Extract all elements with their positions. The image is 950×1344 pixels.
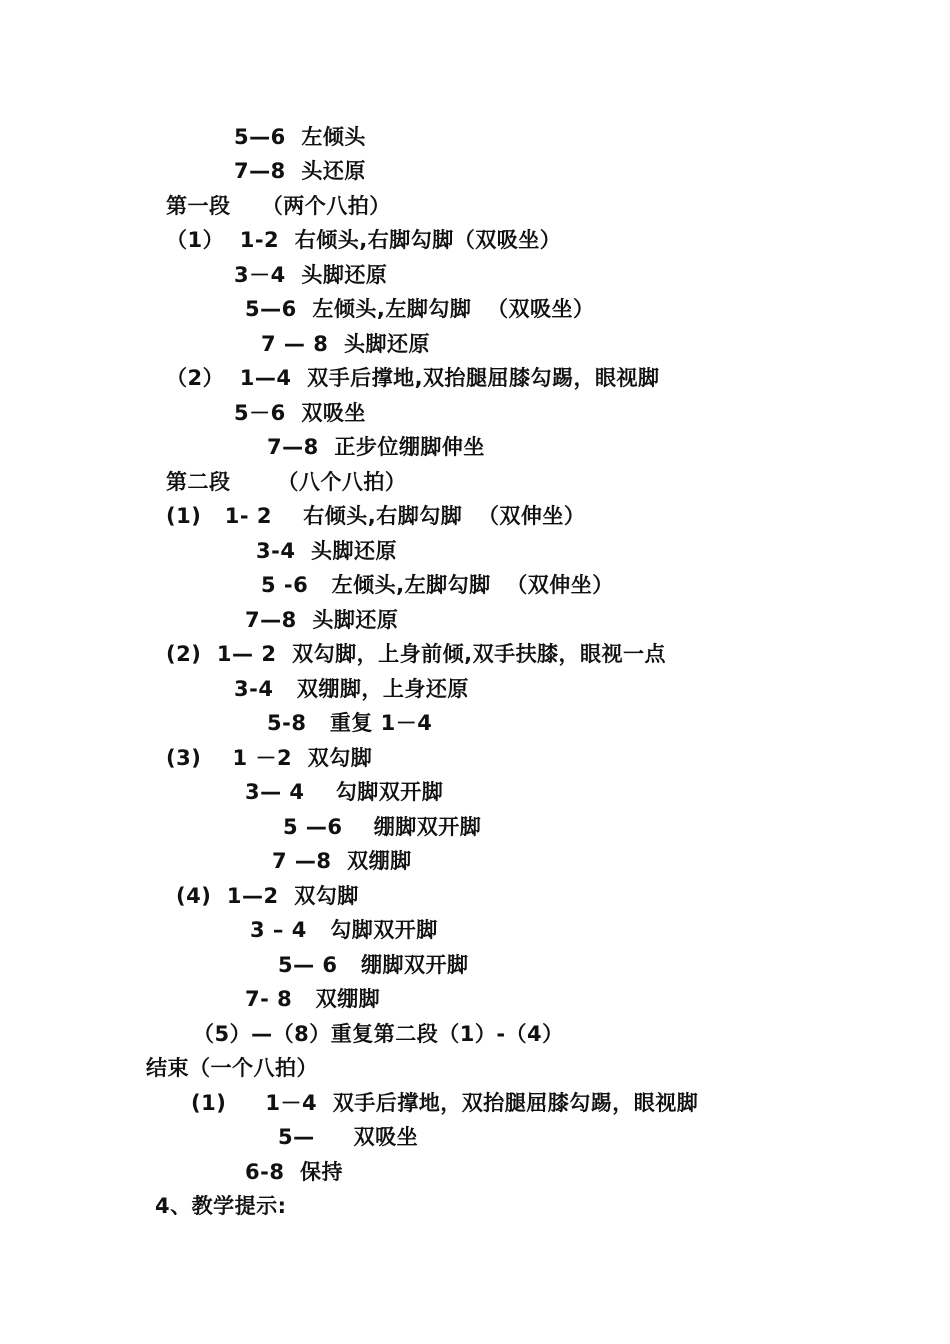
text-line: 7—8 正步位绷脚伸坐 xyxy=(267,435,485,459)
text-line: 3-4 双绷脚，上身还原 xyxy=(234,677,469,701)
text-line: 7 — 8 头脚还原 xyxy=(261,332,430,356)
text-line: (3) 1 －2 双勾脚 xyxy=(166,746,373,770)
text-line: 7—8 头还原 xyxy=(234,159,366,183)
text-line: 3— 4 勾脚双开脚 xyxy=(245,780,444,804)
text-line: (4) 1—2 双勾脚 xyxy=(176,884,359,908)
text-line: （2） 1—4 双手后撑地,双抬腿屈膝勾踢，眼视脚 xyxy=(166,366,660,390)
text-line: 7—8 头脚还原 xyxy=(245,608,399,632)
text-line: 5-8 重复 1－4 xyxy=(267,711,433,735)
text-line: 7- 8 双绷脚 xyxy=(245,987,381,1011)
text-line: 5— 6 绷脚双开脚 xyxy=(278,953,469,977)
text-line: (1) 1－4 双手后撑地，双抬腿屈膝勾踢，眼视脚 xyxy=(191,1091,699,1115)
text-line: 5 -6 左倾头,左脚勾脚 （双伸坐） xyxy=(261,573,614,597)
text-line: (2) 1— 2 双勾脚，上身前倾,双手扶膝，眼视一点 xyxy=(166,642,667,666)
text-line: 5－6 双吸坐 xyxy=(234,401,366,425)
text-line: （5）—（8）重复第二段（1）-（4） xyxy=(193,1022,564,1046)
text-line: 5— 双吸坐 xyxy=(278,1125,419,1149)
text-line: 3－4 头脚还原 xyxy=(234,263,388,287)
text-line: （1） 1-2 右倾头,右脚勾脚（双吸坐） xyxy=(166,228,562,252)
text-line: 7 —8 双绷脚 xyxy=(272,849,412,873)
section-heading: 第二段 （八个八拍） xyxy=(166,470,407,494)
text-line: 3 – 4 勾脚双开脚 xyxy=(250,918,438,942)
text-line: 5 —6 绷脚双开脚 xyxy=(283,815,482,839)
text-line: 3-4 头脚还原 xyxy=(256,539,398,563)
text-line: (1) 1- 2 右倾头,右脚勾脚 （双伸坐） xyxy=(166,504,586,528)
section-heading: 第一段 （两个八拍） xyxy=(166,194,391,218)
text-line: 6-8 保持 xyxy=(245,1160,344,1184)
text-line: 5—6 左倾头,左脚勾脚 （双吸坐） xyxy=(245,297,595,321)
text-line: 5—6 左倾头 xyxy=(234,125,366,149)
section-heading: 4、教学提示: xyxy=(155,1194,287,1218)
section-heading: 结束（一个八拍） xyxy=(146,1056,318,1080)
